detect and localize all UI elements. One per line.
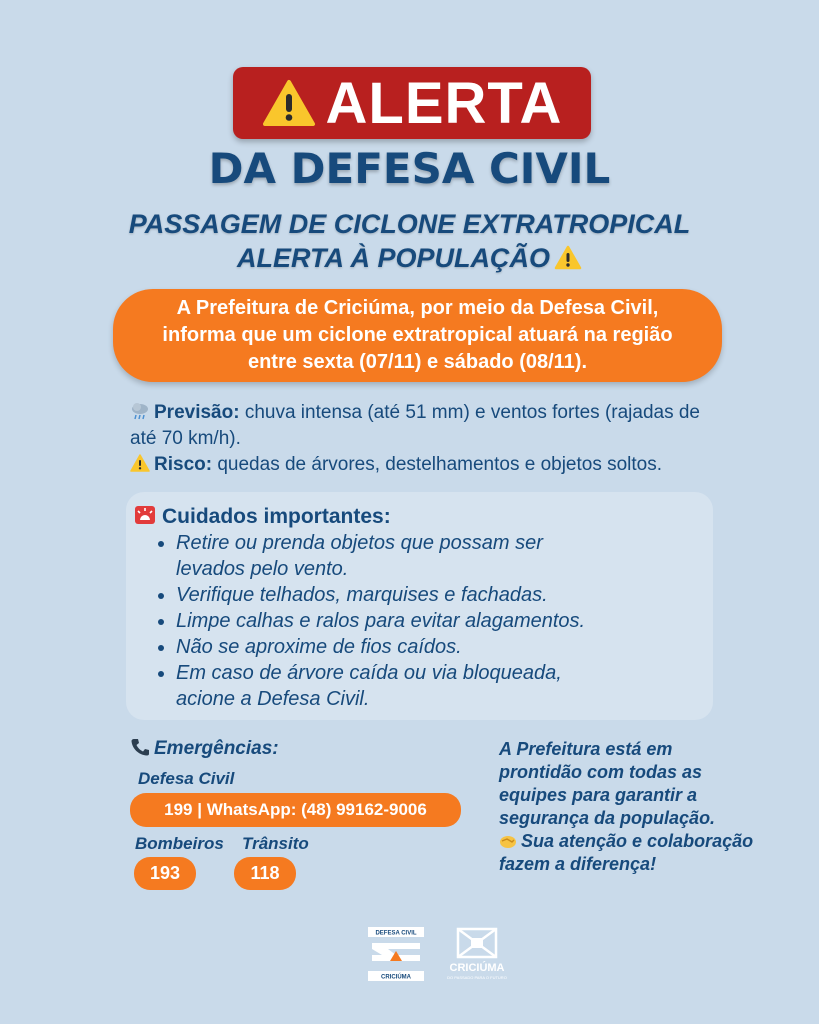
previsao-line [130,400,730,452]
defesa-civil-number[interactable]: 199 | WhatsApp: (48) 99162-9006 [130,793,461,827]
defesa-logo-bottom-text: CRICIÚMA [381,974,411,981]
care-list [160,530,696,712]
risco-line [130,452,730,478]
care-title [134,505,391,529]
warning-icon [262,79,316,127]
city-logo-tagline: DO PASSADO PARA O FUTURO [447,975,507,980]
warning-icon [130,454,150,472]
transito-label: Trânsito [242,834,309,853]
phone-icon [130,738,150,756]
care-item-2: • Verifique telhados, marquises e fachadas. [176,582,696,608]
criciuma-logo [438,927,516,983]
handshake-icon [499,833,517,849]
rain-cloud-icon [130,402,150,420]
previsao-label: Previsão: [154,402,240,423]
headline-line-1: PASSAGEM DE CICLONE EXTRATROPICAL [128,209,691,239]
warning-icon [554,245,582,271]
emergency-title [130,738,279,760]
closing-text-2: Sua atenção e colaboração fazem a diferença! [499,831,754,874]
care-item-3: • Limpe calhas e ralos para evitar alagamentos. [176,608,696,634]
alert-title: ALERTA [325,70,563,136]
risco-text: quedas de árvores, destelhamentos e objetos soltos. [217,454,663,475]
city-logo-name: CRICIÚMA [449,962,505,974]
closing-text-2-wrap [499,830,759,876]
care-item-4: • Não se aproxime de fios caídos. [176,634,696,660]
announcement-line-2: informa que um ciclone extratropical atuará na região [162,324,673,346]
defesa-civil-label: Defesa Civil [138,769,235,788]
headline-line-2-text: ALERTA À POPULAÇÃO [236,243,550,273]
closing-text [499,738,759,876]
bombeiros-number[interactable]: 193 [134,857,196,890]
headline [0,207,819,275]
care-item-5: • Em caso de árvore caída ou via bloqueada, acione a Defesa Civil. [176,660,596,712]
announcement-line-3: entre sexta (07/11) e sábado (08/11). [247,351,588,373]
care-item-1: • Retire ou prenda objetos que possam ser levados pelo vento. [176,530,586,582]
emergency-title-text: Emergências: [154,738,279,759]
previsao-text: chuva intensa (até 51 mm) e ventos fortes (rajadas de até 70 km/h). [130,402,701,449]
defesa-civil-logo [368,927,424,983]
bombeiros-label: Bombeiros [135,834,224,853]
headline-line-2 [0,241,819,275]
subtitle: DA DEFESA CIVIL [208,144,611,193]
announcement-box [113,289,722,382]
closing-text-1: A Prefeitura está em prontidão com todas as equipes para garantir a segurança da população. [499,739,716,828]
risco-label: Risco: [154,454,213,475]
defesa-logo-top-text: DEFESA CIVIL [375,930,417,937]
transito-number[interactable]: 118 [234,857,296,890]
siren-icon [134,505,156,525]
care-title-text: Cuidados importantes: [162,505,391,528]
announcement-line-1: A Prefeitura de Criciúma, por meio da Defesa Civil, [176,297,659,319]
forecast-section [130,400,730,478]
alert-banner [233,67,591,139]
